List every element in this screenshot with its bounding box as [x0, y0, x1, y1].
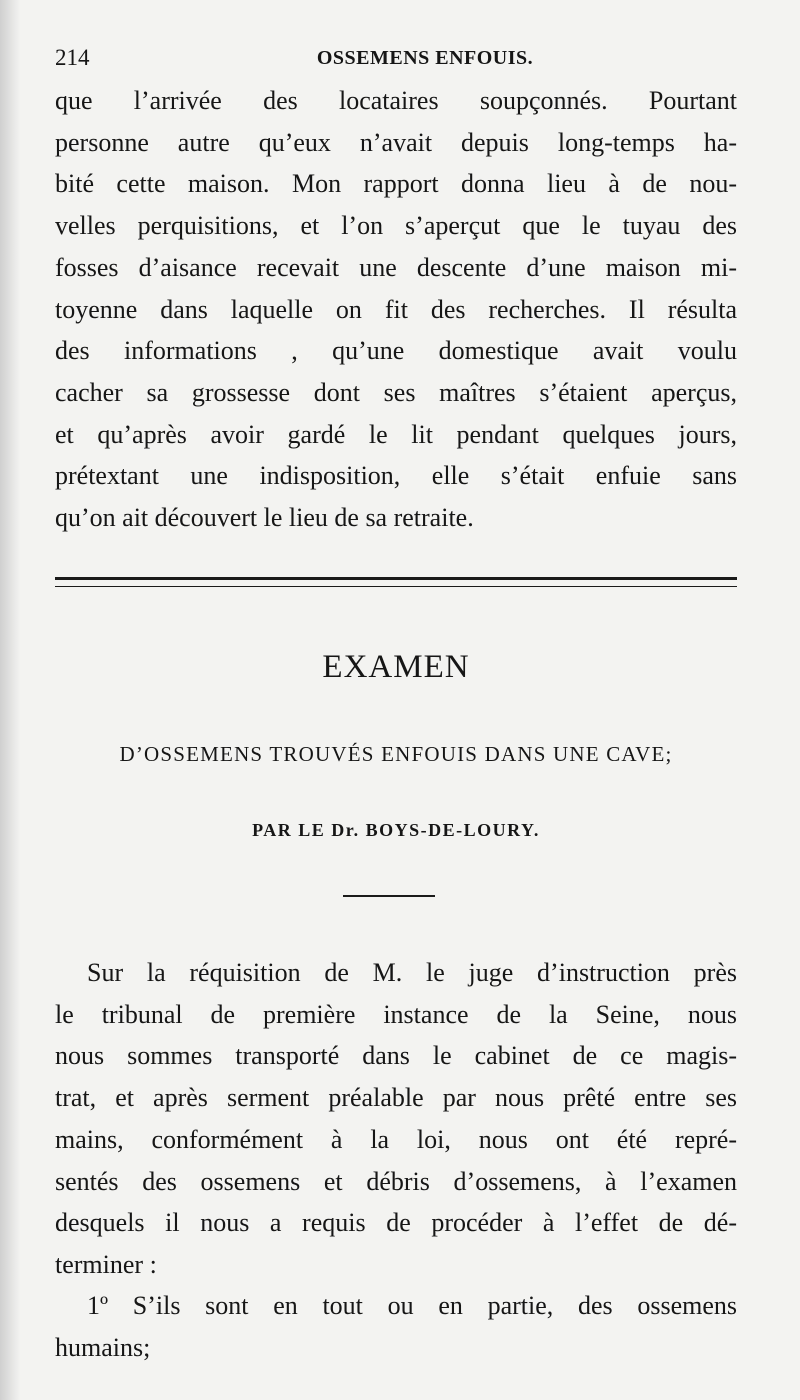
- text-line: 1º S’ils sont en tout ou en partie, des ossemens: [87, 1291, 737, 1320]
- text-line: humains;: [55, 1332, 151, 1362]
- section-divider-double-rule: [55, 577, 737, 587]
- text-line: trat, et après serment préalable par nous prêté entre ses: [55, 1083, 737, 1113]
- body-paragraph-2: [55, 952, 737, 1286]
- text-line: le tribunal de première instance de la Seine, nous: [55, 999, 737, 1029]
- body-paragraph-1: [55, 80, 737, 539]
- text-line: desquels il nous a requis de procéder à l’effet de dé-: [55, 1208, 737, 1238]
- body-paragraph-3: [55, 1285, 737, 1368]
- text-line: terminer :: [55, 1249, 157, 1279]
- text-line: des informations , qu’une domestique avait voulu: [55, 336, 737, 366]
- text-line: personne autre qu’eux n’avait depuis long-temps ha-: [55, 127, 737, 157]
- section-byline: PAR LE Dr. BOYS-DE-LOURY.: [252, 820, 540, 840]
- text-line: et qu’après avoir gardé le lit pendant quelques jours,: [55, 419, 737, 449]
- text-line: velles perquisitions, et l’on s’aperçut que le tuyau des: [55, 211, 737, 241]
- text-line: nous sommes transporté dans le cabinet de ce magis-: [55, 1041, 737, 1071]
- text-line: que l’arrivée des locataires soupçonnés. Pourtant: [55, 86, 737, 115]
- text-line: sentés des ossemens et débris d’ossemens, à l’examen: [55, 1166, 737, 1196]
- short-divider-rule: [343, 895, 435, 897]
- text-line: fosses d’aisance recevait une descente d’une maison mi-: [55, 252, 737, 282]
- page-number: 214: [55, 45, 90, 70]
- text-line: prétextant une indisposition, elle s’était enfuie sans: [55, 461, 737, 491]
- text-line: Sur la réquisition de M. le juge d’instruction près: [87, 958, 737, 987]
- page-gutter-shadow: [0, 0, 20, 1400]
- section-subtitle: D’OSSEMENS TROUVÉS ENFOUIS DANS UNE CAVE;: [119, 742, 673, 766]
- text-line: cacher sa grossesse dont ses maîtres s’étaient aperçus,: [55, 377, 737, 407]
- section-title: EXAMEN: [322, 649, 470, 685]
- text-line: toyenne dans laquelle on fit des recherches. Il résulta: [55, 294, 737, 324]
- running-title: OSSEMENS ENFOUIS.: [316, 47, 534, 69]
- text-line: bité cette maison. Mon rapport donna lieu à de nou-: [55, 169, 737, 199]
- text-line: qu’on ait découvert le lieu de sa retraite.: [55, 503, 474, 533]
- text-line: mains, conformément à la loi, nous ont été repré-: [55, 1124, 737, 1154]
- running-head: [55, 40, 745, 76]
